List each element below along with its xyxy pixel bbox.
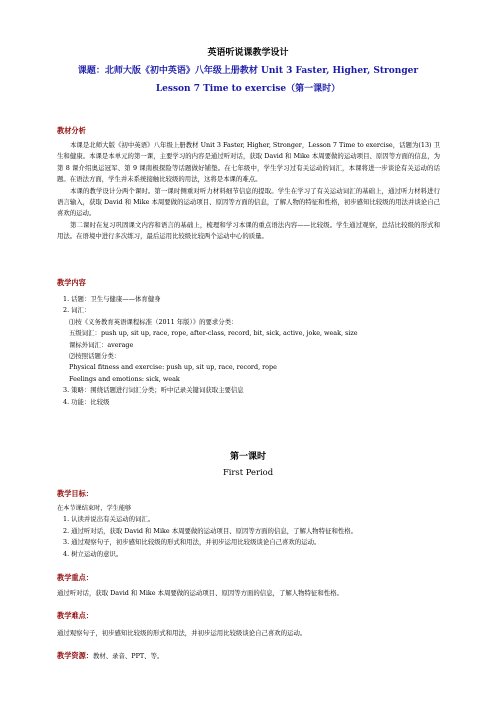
lesson-subtitle: Lesson 7 Time to exercise（第一课时） (155, 84, 341, 94)
list-item: 1. 话题：卫生与健康——体育健身 (63, 295, 161, 303)
list-item: ⑵按照话题分类： (69, 352, 121, 361)
content-heading: 教学内容 (57, 278, 86, 287)
list-item: 4. 树立运动的意识。 (63, 549, 123, 558)
list-item: 3. 策略：围绕话题进行词汇分类；听中记录关键词获取主要信息 (63, 386, 244, 395)
period-title-en: First Period (222, 467, 274, 477)
document-title: 英语听说课教学设计 (207, 48, 289, 58)
list-item: 课标外词汇：average (69, 340, 134, 349)
resources-heading: 教学资源： (57, 651, 93, 660)
difficulties-heading: 教学难点： (57, 611, 93, 620)
goals-heading: 教学目标： (57, 489, 93, 498)
list-item: 4. 功能：比较级 (63, 397, 110, 406)
list-item: Physical fitness and exercise: push up, sit up, race, record, rope (69, 363, 277, 372)
content-list (57, 294, 440, 408)
list-item: 2. 通过听对话，获取 David 和 Mike 本周要做的运动项目、原因等方面的信息，了解人物特征和性格。 (63, 526, 358, 535)
analysis-heading: 教材分析 (57, 126, 86, 135)
goals-lead: 在本节课结束时，学生能够 (57, 505, 132, 512)
goals-list (57, 503, 440, 560)
analysis-paragraph: 本课是北师大版《初中英语》八年级上册教材 Unit 3 Faster, Higher, Stronger，Lesson 7 Time to exercise，话题为(13) 卫生和健康。本课是本单元的第一课，主要学习的内容是通过听对话，获取 David 和 Mike 本周要做的运动项目、原因等方面的信息，为第 8 课介绍奥运冠军、第 9 课南极探险等话题做好铺垫。在七年级中，学生学习过有关运动的词汇，本课将进一步谈论有关运动的话题。在语法方面，学生并未系统接触比较级的用法，这将是本课的难点。 (57, 141, 440, 184)
list-item: ⑴按《义务教育英语课程标准（2011 年版）》的要求分类： (69, 317, 238, 326)
key-points-text: 通过听对话，获取 David 和 Mike 本周要做的运动项目、原因等方面的信息，了解人物特征和性格。 (57, 589, 343, 597)
resources-line (57, 650, 440, 662)
list-item: Feelings and emotions: sick, weak (69, 374, 180, 383)
key-points-heading: 教学重点： (57, 573, 93, 582)
list-item: 3. 通过观察句子，初步感知比较级的形式和用法，并初步运用比较级谈论自己喜欢的运动。 (63, 538, 321, 547)
lesson-subject: 课题：北师大版《初中英语》八年级上册教材 Unit 3 Faster, Higher, Stronger (77, 66, 419, 76)
difficulties-text: 通过观察句子，初步感知比较级的形式和用法，并初步运用比较级谈论自己喜欢的运动。 (57, 629, 307, 637)
analysis-body (57, 140, 440, 243)
analysis-paragraph: 第二课时在复习巩固课文内容和语言的基础上，梳理和学习本课的重点语法内容——比较级。学生通过观察，总结比较级的形式和用法。在语境中进行多次练习，最后运用比较级比较两个运动中心的质量。 (57, 220, 440, 241)
list-item: 五级词汇：push up, sit up, race, rope, after-class, record, bit, sick, active, joke, weak, size (69, 329, 358, 338)
list-item: 1. 认读并说出有关运动的词汇。 (63, 515, 155, 524)
list-item: 2. 词汇： (63, 306, 91, 315)
period-title: 第一课时 (229, 452, 266, 462)
resources-text: 教材、录音、PPT、等。 (92, 652, 164, 660)
analysis-paragraph: 本课的教学设计分两个课时。第一课时侧重对听力材料细节信息的提取。学生在学习了有关运动词汇的基础上，通过听力材料进行语言输入，获取 David 和 Mike 本周要做的运动项目、原因等方面的信息，了解人物的特征和性格，初步感知比较级的用法并谈论自己喜欢的运动。 (57, 186, 440, 218)
